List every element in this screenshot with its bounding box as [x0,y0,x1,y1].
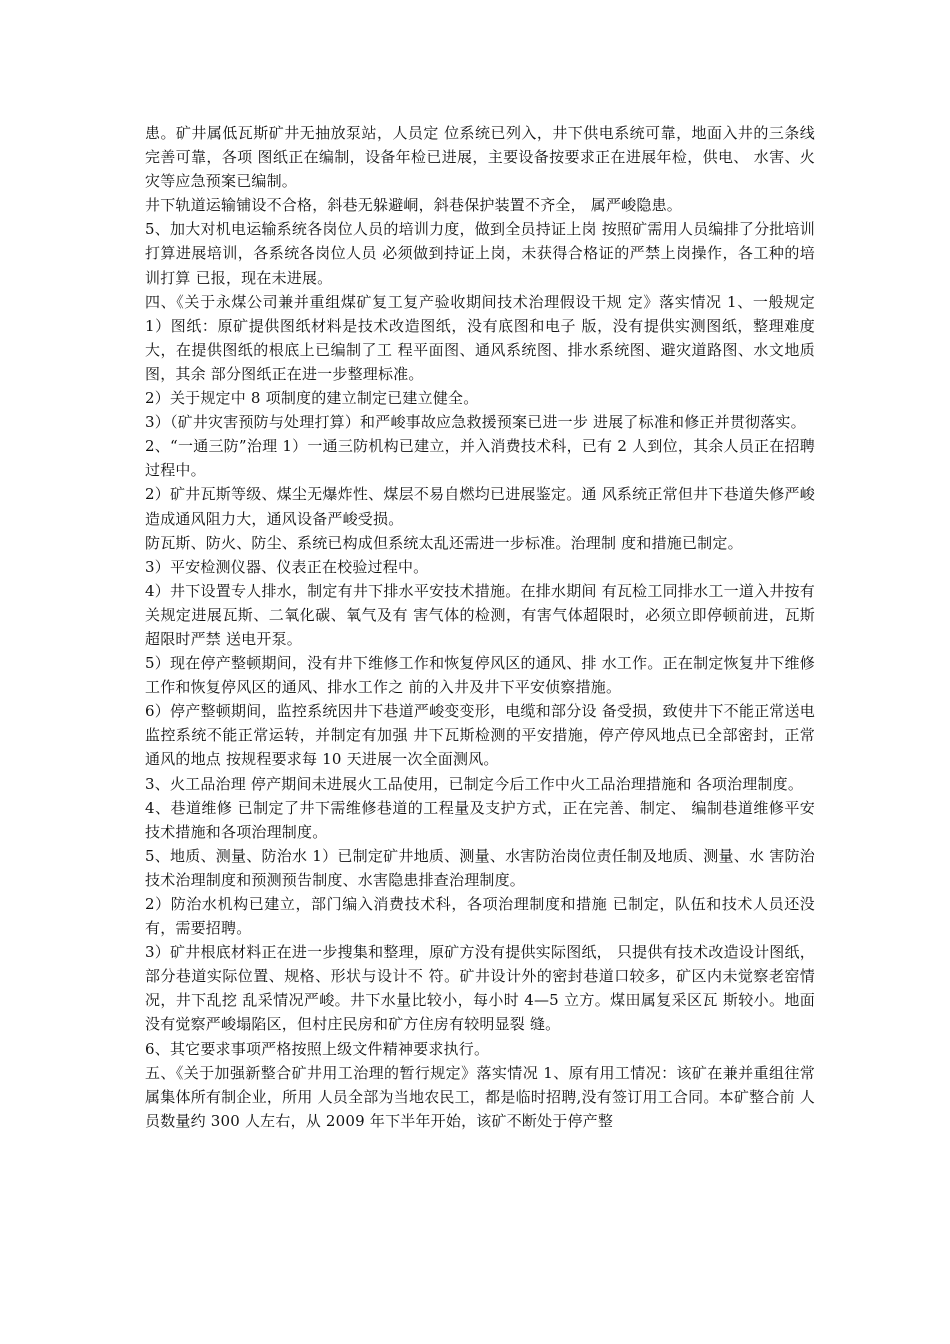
paragraph: 3）矿井根底材料正在进一步搜集和整理，原矿方没有提供实际图纸， 只提供有技术改造设计图纸，部分巷道实际位置、规格、形状与设计不 符。矿井设计外的密封巷道口较多，矿区内未觉察老窑情况，井下乱挖 乱采情况严峻。井下水量比较小，每小时 4—5 立方。煤田属复采区瓦 斯较小。地面没有觉察严峻塌陷区，但村庄民房和矿方住房有较明显裂 缝。 [145,943,815,1034]
paragraph: 3）平安检测仪器、仪表正在校验过程中。 [145,557,429,576]
paragraph: 3、火工品治理 停产期间未进展火工品使用，已制定今后工作中火工品治理措施和 各项治理制度。 [145,774,804,793]
paragraph: 5、地质、测量、防治水 1）已制定矿井地质、测量、水害防治岗位责任制及地质、测量、水 害防治技术治理制度和预测预告制度、水害隐患排查治理制度。 [145,846,815,889]
paragraph: 2）矿井瓦斯等级、煤尘无爆炸性、煤层不易自燃均已进展鉴定。通 风系统正常但井下巷道失修严峻造成通风阻力大，通风设备严峻受损。 [145,485,815,528]
paragraph: 4）井下设置专人排水，制定有井下排水平安技术措施。在排水期间 有瓦检工同排水工一道入井按有关规定进展瓦斯、二氧化碳、氧气及有 害气体的检测，有害气体超限时，必须立即停顿前进，瓦斯超限时严禁 送电开泵。 [145,581,815,648]
paragraph: 5、加大对机电运输系统各岗位人员的培训力度，做到全员持证上岗 按照矿需用人员编排了分批培训打算进展培训，各系统各岗位人员 必须做到持证上岗，未获得合格证的严禁上岗操作，各工种的培训打算 已报，现在未进展。 [145,220,815,287]
paragraph: 五、《关于加强新整合矿井用工治理的暂行规定》落实情况 1、原有用工情况：该矿在兼并重组往常属集体所有制企业，所用 人员全部为当地农民工，都是临时招聘,没有签订用工合同。本矿整合前 人员数量约 300 人左右，从 2009 年下半年开始，该矿不断处于停产整 [145,1063,815,1130]
paragraph: 防瓦斯、防火、防尘、系统已构成但系统太乱还需进一步标准。治理制 度和措施已制定。 [145,533,743,552]
paragraph: 四、《关于永煤公司兼并重组煤矿复工复产验收期间技术治理假设干规 定》落实情况 1、一般规定 1）图纸：原矿提供图纸材料是技术改造图纸，没有底图和电子 版，没有提供实测图纸，整理难度大，在提供图纸的根底上已编制了工 程平面图、通风系统图、排水系统图、避灾道路图、水文地质图，其余 部分图纸正在进一步整理标准。 [145,292,815,383]
paragraph: 3）（矿井灾害预防与处理打算）和严峻事故应急救援预案已进一步 进展了标准和修正并贯彻落实。 [145,413,806,432]
paragraph: 4、巷道维修 已制定了井下需维修巷道的工程量及支护方式，正在完善、制定、 编制巷道维修平安技术措施和各项治理制度。 [145,798,815,841]
paragraph: 井下轨道运输铺设不合格，斜巷无躲避峒，斜巷保护装置不齐全， 属严峻隐患。 [145,196,682,215]
paragraph: 2、“一通三防”治理 1）一通三防机构已建立，并入消费技术科，已有 2 人到位，其余人员正在招聘过程中。 [145,437,815,480]
paragraph: 5）现在停产整顿期间，没有井下维修工作和恢复停风区的通风、排 水工作。正在制定恢复井下维修工作和恢复停风区的通风、排水工作之 前的入井及井下平安侦察措施。 [145,654,815,697]
paragraph: 6、其它要求事项严格按照上级文件精神要求执行。 [145,1039,490,1058]
paragraph: 2）关于规定中 8 项制度的建立制定已建立健全。 [145,389,479,408]
paragraph: 患。矿井属低瓦斯矿井无抽放泵站，人员定 位系统已列入，井下供电系统可靠，地面入井的三条线完善可靠，各项 图纸正在编制，设备年检已进展，主要设备按要求正在进展年检，供电、 水害、火灾等应急预案已编制。 [145,124,815,191]
document-body [145,121,815,1133]
paragraph: 2）防治水机构已建立，部门编入消费技术科，各项治理制度和措施 已制定，队伍和技术人员还没有，需要招聘。 [145,895,815,938]
paragraph: 6）停产整顿期间，监控系统因井下巷道严峻变变形，电缆和部分设 备受损，致使井下不能正常送电监控系统不能正常运转，并制定有加强 井下瓦斯检测的平安措施，停产停风地点已全部密封，正常通风的地点 按规程要求每 10 天进展一次全面测风。 [145,702,815,769]
